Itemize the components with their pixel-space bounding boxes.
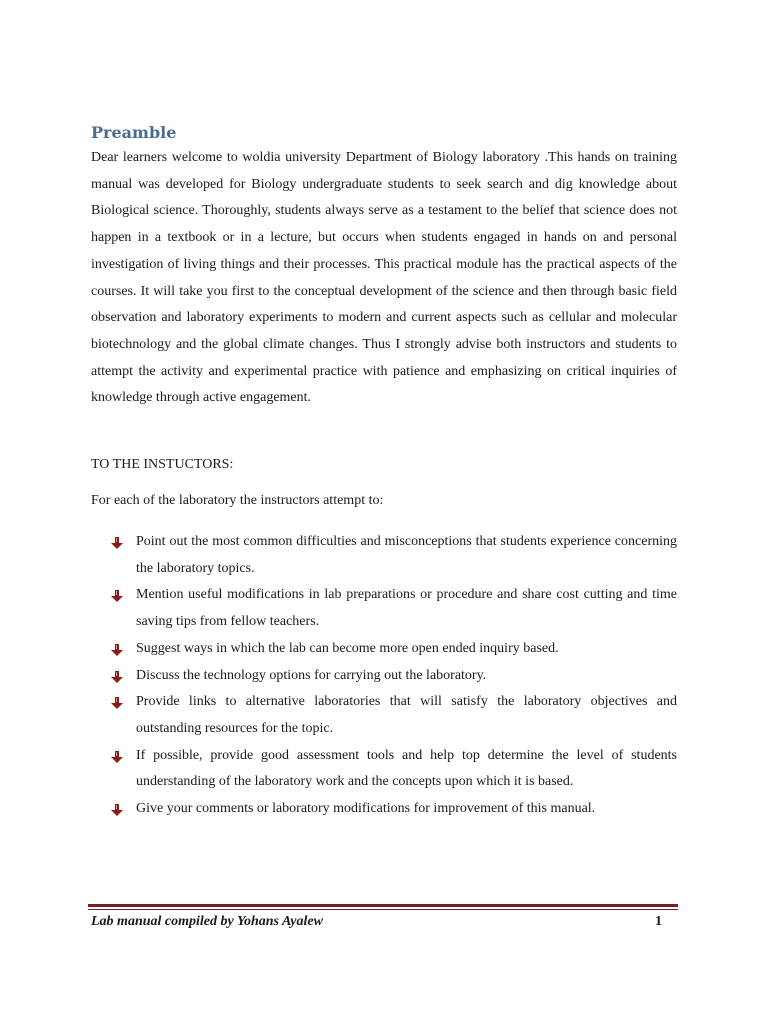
arrow-down-bullet-icon [110, 643, 124, 657]
list-item [110, 689, 677, 742]
bullet-text: Suggest ways in which the lab can become more open ended inquiry based. [136, 640, 559, 656]
footer-divider-thin [88, 909, 678, 910]
arrow-down-bullet-icon [110, 696, 124, 710]
list-item [110, 529, 677, 582]
instructors-heading: TO THE INSTUCTORS: [91, 457, 234, 472]
instructor-bullet-list [110, 529, 677, 823]
bullet-text: If possible, provide good assessment tools and help top determine the level of students understanding of the laboratory work and the concepts upon which it is based. [136, 747, 677, 790]
bullet-text: Discuss the technology options for carrying out the laboratory. [136, 667, 487, 683]
bullet-text: Give your comments or laboratory modifications for improvement of this manual. [136, 801, 596, 817]
bullet-text: Mention useful modifications in lab preparations or procedure and share cost cutting and time saving tips from fellow teachers. [136, 587, 677, 630]
page-number: 1 [655, 914, 662, 929]
arrow-down-bullet-icon [110, 536, 124, 550]
arrow-down-bullet-icon [110, 750, 124, 764]
bullet-text: Provide links to alternative laboratories that will satisfy the laboratory objectives and outstanding resources for the topic. [136, 694, 677, 736]
footer-divider-thick [88, 904, 678, 907]
preamble-paragraph: Dear learners welcome to woldia university Department of Biology laboratory .This hands on training manual was developed for Biology undergraduate students to seek search and dig knowledge about Biological science. Thoroughly, students always serve as a testament to the belief that science does not happen in a textbook or in a lecture, but occurs when students engaged in hands on and personal investigation of living things and their processes. This practical module has the practical aspects of the courses. It will take you first to the conceptual development of the science and then through basic field observation and laboratory experiments to modern and current aspects such as cellular and molecular biotechnology and the global climate changes. Thus I strongly advise both instructors and students to attempt the activity and experimental practice with patience and emphasizing on critical inquiries of knowledge through active engagement. [91, 150, 677, 406]
arrow-down-bullet-icon [110, 803, 124, 817]
list-item [110, 796, 677, 823]
list-item [110, 582, 677, 635]
list-item [110, 636, 677, 663]
bullet-text: Point out the most common difficulties and misconceptions that students experience concerning the laboratory topics. [136, 534, 677, 576]
list-item [110, 743, 677, 796]
arrow-down-bullet-icon [110, 670, 124, 684]
page-heading: Preamble [91, 123, 177, 142]
instructors-intro: For each of the laboratory the instructors attempt to: [91, 493, 384, 508]
arrow-down-bullet-icon [110, 589, 124, 603]
footer-credit: Lab manual compiled by Yohans Ayalew [91, 914, 323, 929]
list-item [110, 663, 677, 690]
